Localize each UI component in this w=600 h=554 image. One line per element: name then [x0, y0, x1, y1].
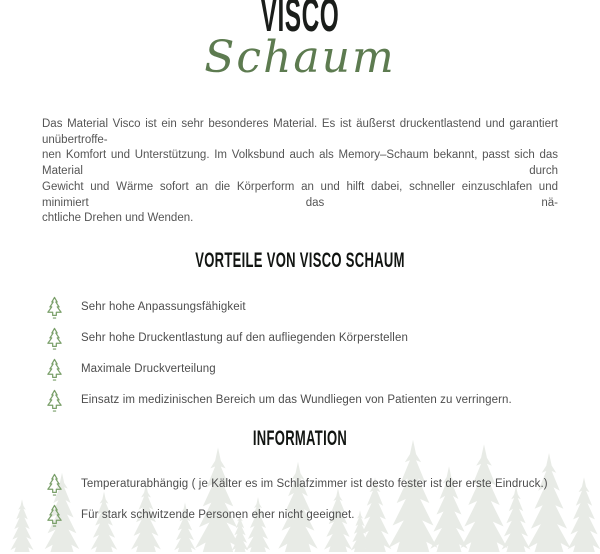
information-list: [45, 469, 600, 531]
intro-paragraph: [42, 117, 558, 227]
fir-tree-icon: [45, 296, 64, 319]
fir-tree-icon: [45, 473, 64, 496]
list-item: [45, 469, 600, 500]
intro-line: nen Komfort und Unterstützung. Im Volksbund auch als Memory–Schaum bekannt, passt sich das Material durch: [42, 149, 558, 178]
list-item-text: Maximale Druckverteilung: [81, 363, 216, 376]
fir-tree-icon: [45, 327, 64, 350]
list-item: [45, 323, 600, 354]
page-subtitle-script: Schaum: [204, 32, 396, 83]
list-item-text: Für stark schwitzende Personen eher nicht geeignet.: [81, 509, 355, 522]
list-item-text: Sehr hohe Druckentlastung auf den aufliegenden Körperstellen: [81, 332, 408, 345]
list-item-text: Temperaturabhängig ( je Kälter es im Schlafzimmer ist desto fester ist der erste Eindruck.): [81, 478, 548, 491]
fir-tree-icon: [45, 504, 64, 527]
page-title: VISCO: [260, 0, 340, 41]
intro-line: Gewicht und Wärme sofort an die Körperform an und hilft dabei, schneller einzuschlafen und minimiert das nä-: [42, 180, 558, 209]
list-item: [45, 354, 600, 385]
list-item-text: Einsatz im medizinischen Bereich um das Wundliegen von Patienten zu verringern.: [81, 394, 512, 407]
information-heading: INFORMATION: [252, 426, 348, 450]
list-item: [45, 292, 600, 323]
advantages-list: [45, 292, 600, 416]
list-item: [45, 500, 600, 531]
advantages-heading: VORTEILE VON VISCO SCHAUM: [195, 248, 405, 272]
intro-line: chtliche Drehen und Wenden.: [42, 212, 194, 225]
fir-tree-icon: [45, 389, 64, 412]
list-item-text: Sehr hohe Anpassungsfähigkeit: [81, 301, 246, 314]
intro-line: Das Material Visco ist ein sehr besonderes Material. Es ist äußerst druckentlastend und garantiert unübertroffe-: [42, 118, 558, 146]
list-item: [45, 385, 600, 416]
fir-tree-icon: [45, 358, 64, 381]
